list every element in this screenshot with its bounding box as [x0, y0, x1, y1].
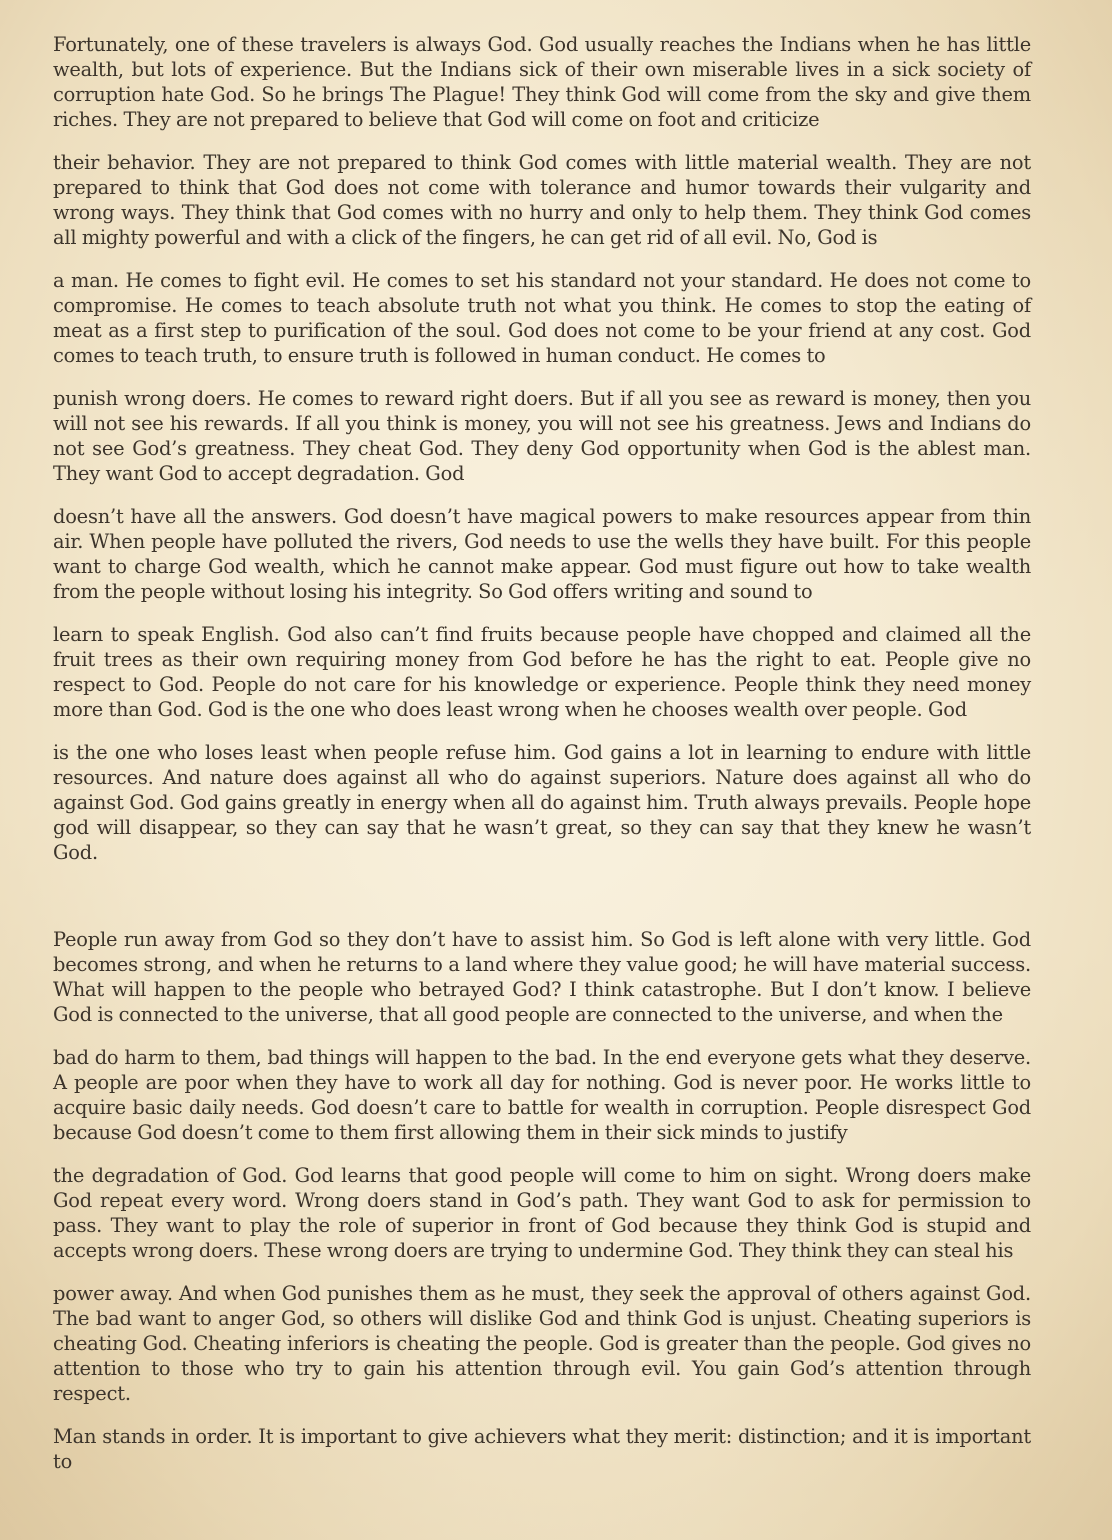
paragraph-4: punish wrong doers. He comes to reward right doers. But if all you see as reward is money, then you will not see his rewards. If all you think is money, you will not see his greatness. Jews and Indians do not see God’s greatness. They cheat God. They deny God opportunity when God is the ablest man. They want God to accept degradation. God — [53, 387, 1031, 485]
paragraph-8: People run away from God so they don’t have to assist him. So God is left alone with very little. God becomes strong, and when he returns to a land where they value good; he will have material success. What will happen to the people who betrayed God? I think catastrophe. But I don’t know. I believe God is connected to the universe, that all good people are connected to the universe, and when the — [53, 928, 1031, 1026]
paragraph-6: learn to speak English. God also can’t find fruits because people have chopped and claimed all the fruit trees as their own requiring money from God before he has the right to eat. People give no respect to God. People do not care for his knowledge or experience. People think they need money more than God. God is the one who does least wrong when he chooses wealth over people. God — [53, 623, 1031, 721]
paragraph-12: Man stands in order. It is important to give achievers what they merit: distinction; and it is important to — [53, 1425, 1031, 1473]
paragraph-3: a man. He comes to fight evil. He comes to set his standard not your standard. He does not come to compromise. He comes to teach absolute truth not what you think. He comes to stop the eating of meat as a first step to purification of the soul. God does not come to be your friend at any cost. God comes to teach truth, to ensure truth is followed in human conduct. He comes to — [53, 269, 1031, 367]
paragraph-1: Fortunately, one of these travelers is always God. God usually reaches the Indians when he has little wealth, but lots of experience. But the Indians sick of their own miserable lives in a sick society of corruption hate God. So he brings The Plague! They think God will come from the sky and give them riches. They are not prepared to believe that God will come on foot and criticize — [53, 33, 1031, 131]
paragraph-10: the degradation of God. God learns that good people will come to him on sight. Wrong doers make God repeat every word. Wrong doers stand in God’s path. They want God to ask for permission to pass. They want to play the role of superior in front of God because they think God is stupid and accepts wrong doers. These wrong doers are trying to undermine God. They think they can steal his — [53, 1164, 1031, 1262]
paragraph-2: their behavior. They are not prepared to think God comes with little material wealth. They are not prepared to think that God does not come with tolerance and humor towards their vulgarity and wrong ways. They think that God comes with no hurry and only to help them. They think God comes all mighty powerful and with a click of the fingers, he can get rid of all evil. No, God is — [53, 151, 1031, 249]
paragraph-9: bad do harm to them, bad things will happen to the bad. In the end everyone gets what they deserve. A people are poor when they have to work all day for nothing. God is never poor. He works little to acquire basic daily needs. God doesn’t care to battle for wealth in corruption. People disrespect God because God doesn’t come to them first allowing them in their sick minds to justify — [53, 1046, 1031, 1144]
section-gap — [53, 883, 1031, 927]
paragraph-11: power away. And when God punishes them as he must, they seek the approval of others against God. The bad want to anger God, so others will dislike God and think God is unjust. Cheating superiors is cheating God. Cheating inferiors is cheating the people. God is greater than the people. God gives no attention to those who try to gain his attention through evil. You gain God’s attention through respect. — [53, 1282, 1031, 1405]
document-page — [53, 32, 1031, 1492]
paragraph-7: is the one who loses least when people refuse him. God gains a lot in learning to endure with little resources. And nature does against all who do against superiors. Nature does against all who do against God. God gains greatly in energy when all do against him. Truth always prevails. People hope god will disappear, so they can say that he wasn’t great, so they can say that they knew he wasn’t God. — [53, 741, 1031, 864]
paragraph-5: doesn’t have all the answers. God doesn’t have magical powers to make resources appear from thin air. When people have polluted the rivers, God needs to use the wells they have built. For this people want to charge God wealth, which he cannot make appear. God must figure out how to take wealth from the people without losing his integrity. So God offers writing and sound to — [53, 505, 1031, 603]
